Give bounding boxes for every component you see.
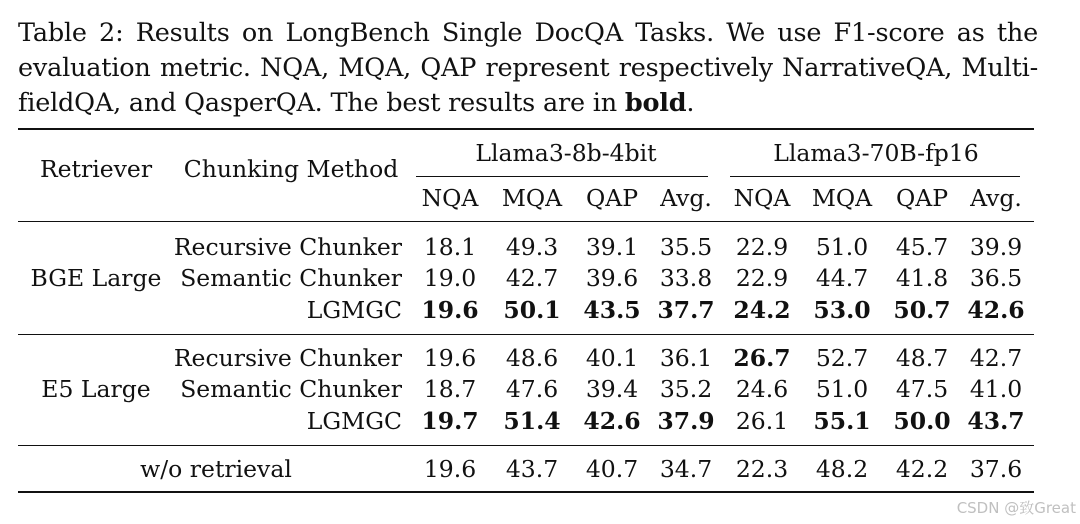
score-cell: 48.6 (505, 344, 559, 372)
score-cell: 45.7 (895, 233, 949, 261)
score-cell: 24.2 (733, 296, 791, 324)
score-cell: 36.5 (969, 264, 1023, 292)
score-cell: 41.0 (969, 375, 1023, 403)
header-metric: MQA (501, 184, 563, 212)
header-metric: MQA (811, 184, 873, 212)
header-model-llama3-70b: Llama3-70B-fp16 (773, 139, 979, 167)
top-rule (18, 128, 1034, 130)
baseline-label: w/o retrieval (140, 455, 292, 483)
score-cell: 24.6 (735, 375, 789, 403)
header-metric: QAP (585, 184, 639, 212)
header-metric: QAP (895, 184, 949, 212)
watermark: CSDN @致Great (956, 499, 1076, 517)
score-cell: 51.0 (815, 233, 869, 261)
score-cell: 22.9 (735, 233, 789, 261)
score-cell: 37.9 (657, 407, 715, 435)
caption-bold-word: bold (624, 88, 687, 118)
score-cell: 35.5 (659, 233, 713, 261)
score-cell: 19.6 (421, 296, 479, 324)
header-chunking-method: Chunking Method (183, 155, 399, 183)
header-metric: NQA (421, 184, 479, 212)
score-cell: 51.4 (503, 407, 561, 435)
score-cell: 39.1 (585, 233, 639, 261)
score-cell: 53.0 (813, 296, 871, 324)
caption-label: Table 2: (18, 18, 124, 48)
score-cell: 33.8 (659, 264, 713, 292)
score-cell: 44.7 (815, 264, 869, 292)
caption-end: . (686, 88, 695, 118)
header-metric: Avg. (970, 184, 1022, 212)
score-cell: 43.7 (967, 407, 1025, 435)
score-cell: 19.6 (423, 455, 477, 483)
chunking-method-cell: LGMGC (306, 296, 402, 324)
score-cell: 52.7 (815, 344, 869, 372)
table-caption (18, 16, 1038, 121)
score-cell: 51.0 (815, 375, 869, 403)
score-cell: 39.4 (585, 375, 639, 403)
score-cell: 41.8 (895, 264, 949, 292)
score-cell: 42.6 (583, 407, 641, 435)
chunking-method-cell: LGMGC (306, 407, 402, 435)
header-model-llama3-8b: Llama3-8b-4bit (475, 139, 657, 167)
score-cell: 40.7 (585, 455, 639, 483)
score-cell: 36.1 (659, 344, 713, 372)
score-cell: 34.7 (659, 455, 713, 483)
chunking-method-cell: Semantic Chunker (180, 375, 402, 403)
score-cell: 19.6 (423, 344, 477, 372)
score-cell: 39.9 (969, 233, 1023, 261)
score-cell: 43.7 (505, 455, 559, 483)
score-cell: 47.6 (505, 375, 559, 403)
score-cell: 37.7 (657, 296, 715, 324)
score-cell: 42.2 (895, 455, 949, 483)
llama8b-cmidrule (416, 176, 708, 177)
chunking-method-cell: Recursive Chunker (173, 233, 402, 261)
score-cell: 49.3 (505, 233, 559, 261)
header-metric: Avg. (660, 184, 712, 212)
score-cell: 42.7 (969, 344, 1023, 372)
bottom-rule (18, 491, 1034, 493)
header-retriever: Retriever (39, 155, 153, 183)
score-cell: 48.2 (815, 455, 869, 483)
baseline-separator-rule (18, 445, 1034, 446)
score-cell: 18.7 (423, 375, 477, 403)
score-cell: 35.2 (659, 375, 713, 403)
score-cell: 42.7 (505, 264, 559, 292)
score-cell: 18.1 (423, 233, 477, 261)
header-metric: NQA (733, 184, 791, 212)
score-cell: 26.1 (735, 407, 789, 435)
score-cell: 50.7 (893, 296, 951, 324)
score-cell: 50.1 (503, 296, 561, 324)
score-cell: 39.6 (585, 264, 639, 292)
group-separator-rule (18, 334, 1034, 335)
score-cell: 55.1 (813, 407, 871, 435)
chunking-method-cell: Semantic Chunker (180, 264, 402, 292)
score-cell: 19.0 (423, 264, 477, 292)
score-cell: 22.3 (735, 455, 789, 483)
score-cell: 37.6 (969, 455, 1023, 483)
llama70b-cmidrule (730, 176, 1020, 177)
score-cell: 47.5 (895, 375, 949, 403)
score-cell: 48.7 (895, 344, 949, 372)
score-cell: 22.9 (735, 264, 789, 292)
header-rule (18, 221, 1034, 222)
score-cell: 26.7 (733, 344, 791, 372)
score-cell: 42.6 (967, 296, 1025, 324)
caption-text: Results on LongBench Single DocQA Tasks. We use F1-score as the evaluation metric. NQA, MQA, QAP represent respectively NarrativeQA, Multi-fieldQA, and QasperQA. The best results are in (18, 18, 1038, 118)
score-cell: 19.7 (421, 407, 479, 435)
score-cell: 50.0 (893, 407, 951, 435)
score-cell: 40.1 (585, 344, 639, 372)
retriever-label: BGE Large (30, 264, 162, 292)
score-cell: 43.5 (583, 296, 641, 324)
chunking-method-cell: Recursive Chunker (173, 344, 402, 372)
retriever-label: E5 Large (41, 375, 151, 403)
